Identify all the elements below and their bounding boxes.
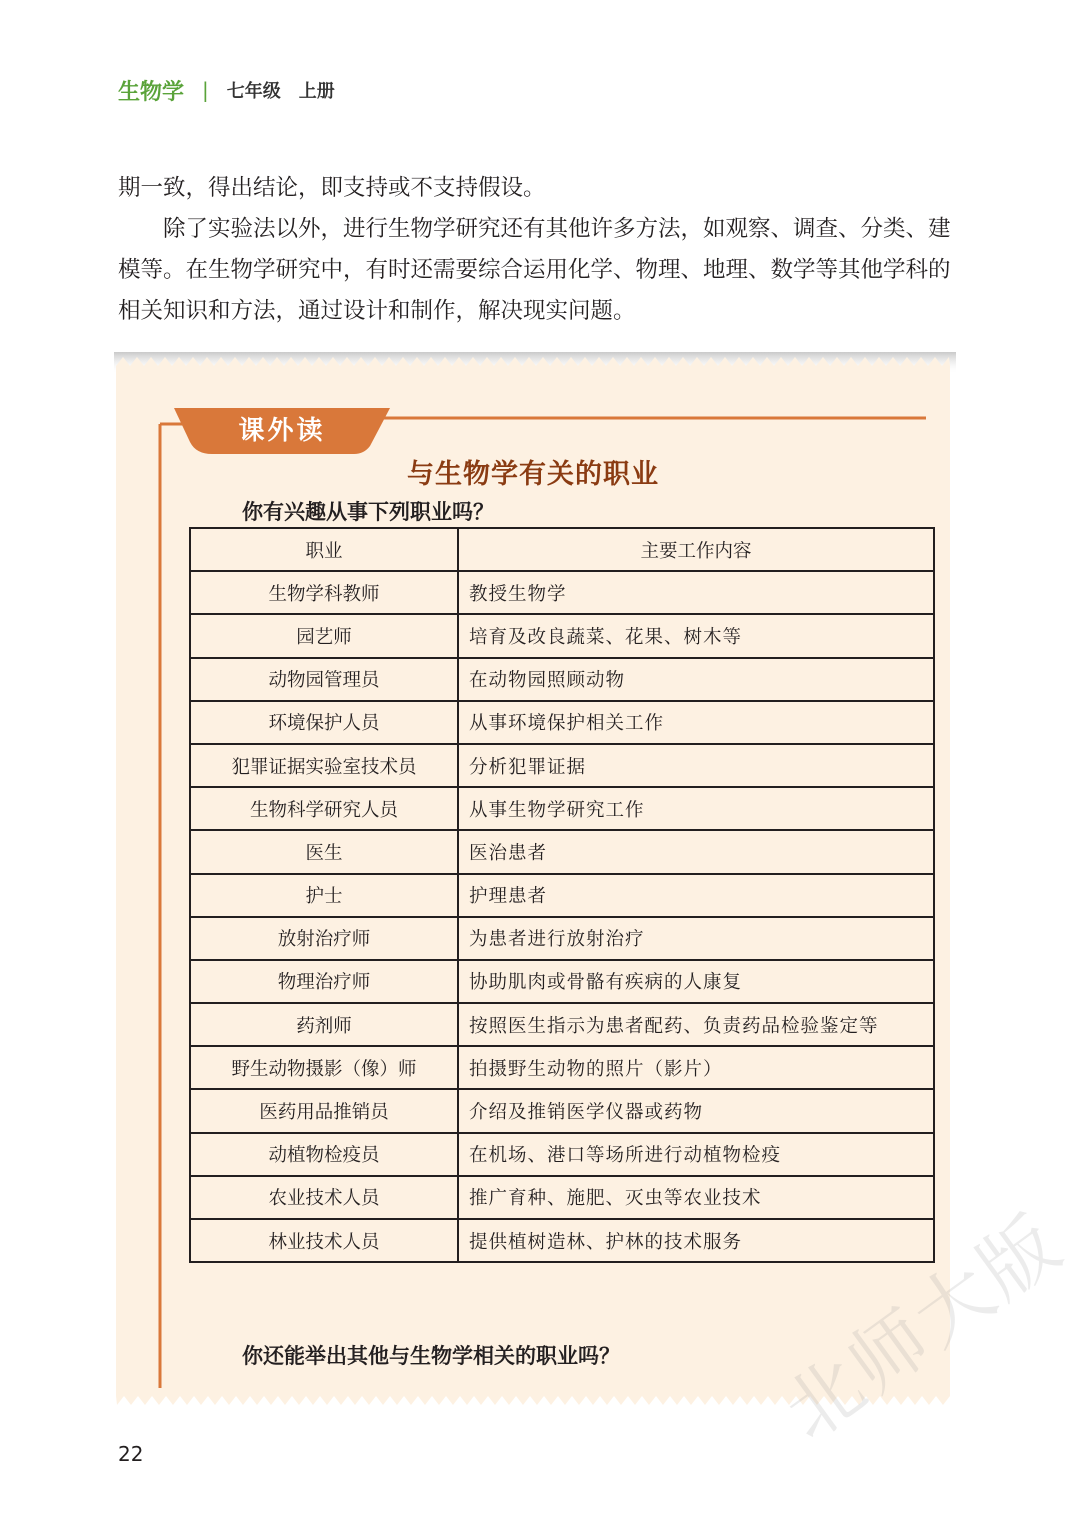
table-row — [190, 1176, 934, 1219]
job-title-cell: 野生动物摄影（像）师 — [190, 1046, 458, 1089]
page-number: 22 — [118, 1442, 144, 1466]
job-duty-cell: 医治患者 — [458, 830, 934, 873]
job-duty-cell: 分析犯罪证据 — [458, 744, 934, 787]
job-title-cell: 医药用品推销员 — [190, 1089, 458, 1132]
subject-title: 生物学 — [118, 79, 185, 105]
jobs-table — [189, 527, 935, 1263]
table-row — [190, 744, 934, 787]
job-duty-cell: 推广育种、施肥、灭虫等农业技术 — [458, 1176, 934, 1219]
table-row — [190, 960, 934, 1003]
table-row — [190, 1089, 934, 1132]
grade-label: 七年级 — [226, 81, 281, 102]
job-duty-cell: 按照医生指示为患者配药、负责药品检验鉴定等 — [458, 1003, 934, 1046]
tab-label: 课外读 — [238, 416, 326, 446]
job-title-cell: 医生 — [190, 830, 458, 873]
question-bottom: 你还能举出其他与生物学相关的职业吗？ — [242, 1344, 620, 1368]
paragraph: 期一致，得出结论，即支持或不支持假设。 — [118, 175, 546, 201]
table-row — [190, 1133, 934, 1176]
table-row — [190, 787, 934, 830]
table-row — [190, 874, 934, 917]
job-title-cell: 药剂师 — [190, 1003, 458, 1046]
job-duty-cell: 教授生物学 — [458, 571, 934, 614]
table-row — [190, 1003, 934, 1046]
volume-label: 上册 — [298, 81, 335, 102]
table-row — [190, 658, 934, 701]
job-title-cell: 园艺师 — [190, 614, 458, 657]
job-duty-cell: 护理患者 — [458, 874, 934, 917]
watermark: 北师大版 — [767, 1196, 1079, 1457]
job-title-cell: 放射治疗师 — [190, 917, 458, 960]
job-duty-cell: 提供植树造林、护林的技术服务 — [458, 1219, 934, 1262]
header-separator: | — [202, 78, 209, 102]
table-row — [190, 1219, 934, 1262]
job-title-cell: 环境保护人员 — [190, 701, 458, 744]
job-title-cell: 生物科学研究人员 — [190, 787, 458, 830]
job-title-cell: 护士 — [190, 874, 458, 917]
table-row — [190, 571, 934, 614]
table-row — [190, 1046, 934, 1089]
job-duty-cell: 在动物园照顾动物 — [458, 658, 934, 701]
job-duty-cell: 为患者进行放射治疗 — [458, 917, 934, 960]
body-text — [118, 168, 966, 332]
job-title-cell: 物理治疗师 — [190, 960, 458, 1003]
job-title-cell: 动物园管理员 — [190, 658, 458, 701]
job-duty-cell: 协助肌肉或骨骼有疾病的人康复 — [458, 960, 934, 1003]
job-title-cell: 生物学科教师 — [190, 571, 458, 614]
table-row — [190, 701, 934, 744]
table-row — [190, 917, 934, 960]
job-title-cell: 农业技术人员 — [190, 1176, 458, 1219]
job-title-cell: 动植物检疫员 — [190, 1133, 458, 1176]
job-duty-cell: 在机场、港口等场所进行动植物检疫 — [458, 1133, 934, 1176]
card-title: 与生物学有关的职业 — [407, 459, 659, 490]
job-title-cell: 林业技术人员 — [190, 1219, 458, 1262]
job-title-cell: 犯罪证据实验室技术员 — [190, 744, 458, 787]
job-duty-cell: 培育及改良蔬菜、花果、树木等 — [458, 614, 934, 657]
question-top: 你有兴趣从事下列职业吗？ — [242, 500, 494, 524]
paragraph: 除了实验法以外，进行生物学研究还有其他许多方法，如观察、调查、分类、建模等。在生物学研究中，有时还需要综合运用化学、物理、地理、数学等其他学科的相关知识和方法，通过设计和制作，解决现实问题。 — [118, 216, 951, 324]
job-duty-cell: 从事生物学研究工作 — [458, 787, 934, 830]
reading-card — [100, 352, 966, 1410]
table-row — [190, 614, 934, 657]
job-duty-cell: 介绍及推销医学仪器或药物 — [458, 1089, 934, 1132]
job-duty-cell: 拍摄野生动物的照片（影片） — [458, 1046, 934, 1089]
column-header: 职业 — [190, 528, 458, 571]
table-header-row — [190, 528, 934, 571]
job-duty-cell: 从事环境保护相关工作 — [458, 701, 934, 744]
table-row — [190, 830, 934, 873]
page-header — [118, 74, 335, 106]
column-header: 主要工作内容 — [458, 528, 934, 571]
